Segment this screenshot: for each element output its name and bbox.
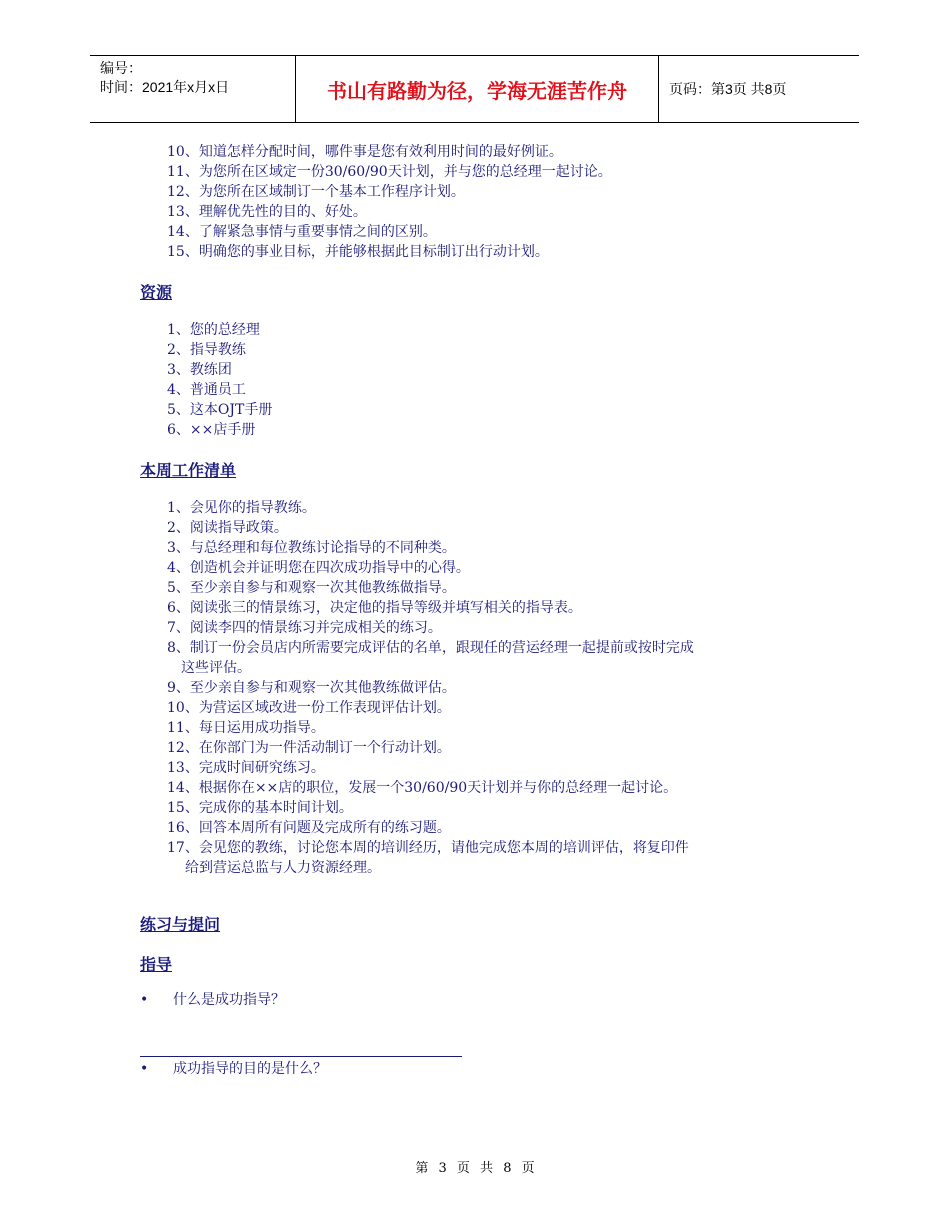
list-item: 10、为营运区域改进一份工作表现评估计划。	[167, 700, 451, 716]
list-item: 16、回答本周所有问题及完成所有的练习题。	[167, 820, 451, 836]
list-item-text: 17、会见您的教练，讨论您本周的培训经历，请他完成您本周的培训评估，将复印件	[167, 840, 689, 856]
header-page-label: 页码：第3页 共8页	[669, 81, 787, 97]
bullet-icon: •	[140, 992, 149, 1008]
answer-line[interactable]	[140, 1056, 462, 1057]
list-item: 2、阅读指导政策。	[167, 520, 288, 536]
section-title-checklist: 本周工作清单	[140, 461, 237, 480]
resources-list	[140, 320, 800, 440]
checklist-list	[140, 498, 800, 878]
number-label: 编号：	[100, 60, 142, 76]
questions-list	[140, 1059, 800, 1079]
page-header	[90, 55, 859, 123]
section-title-coaching: 指导	[140, 955, 173, 974]
list-item: 3、与总经理和每位教练讨论指导的不同种类。	[167, 540, 456, 556]
bullet-icon: •	[140, 1061, 149, 1077]
list-item: 4、创造机会并证明您在四次成功指导中的心得。	[167, 560, 470, 576]
questions-list	[140, 990, 800, 1010]
question-text: 成功指导的目的是什么？	[173, 1061, 327, 1077]
list-item: 13、完成时间研究练习。	[167, 760, 325, 776]
question-item	[140, 1059, 800, 1079]
question-item	[140, 990, 800, 1010]
document-body	[140, 142, 800, 1079]
list-item: 3、教练团	[167, 362, 232, 378]
list-item: 9、至少亲自参与和观察一次其他教练做评估。	[167, 680, 456, 696]
list-item: 2、指导教练	[167, 342, 246, 358]
list-item: 14、根据你在××店的职位，发展一个30/60/90天计划并与你的总经理一起讨论。	[167, 780, 678, 796]
list-item: 4、普通员工	[167, 382, 246, 398]
list-item: 7、阅读李四的情景练习并完成相关的练习。	[167, 620, 442, 636]
list-item: 15、明确您的事业目标，并能够根据此目标制订出行动计划。	[167, 244, 549, 260]
list-item-text: 8、制订一份会员店内所需要完成评估的名单，跟现任的营运经理一起提前或按时完成	[167, 640, 694, 656]
list-item: 14、了解紧急事情与重要事情之间的区别。	[167, 224, 437, 240]
list-item: 13、理解优先性的目的、好处。	[167, 204, 367, 220]
page-footer: 第 3 页 共 8 页	[415, 1161, 535, 1176]
list-item: 12、在你部门为一件活动制订一个行动计划。	[167, 740, 451, 756]
list-item: 15、完成你的基本时间计划。	[167, 800, 353, 816]
question-text: 什么是成功指导？	[173, 992, 285, 1008]
list-item: 11、为您所在区域定一份30/60/90天计划，并与您的总经理一起讨论。	[167, 164, 612, 180]
list-item	[167, 638, 800, 678]
list-item-continuation: 这些评估。	[181, 660, 251, 676]
time-label: 时间：2021年x月x日	[100, 79, 230, 95]
section-title-exercises: 练习与提问	[140, 915, 221, 934]
header-meta	[90, 56, 295, 122]
list-item: 6、阅读张三的情景练习，决定他的指导等级并填写相关的指导表。	[167, 600, 582, 616]
list-item: 5、这本OJT手册	[167, 402, 273, 418]
header-slogan: 书山有路勤为径，学海无涯苦作舟	[295, 56, 659, 122]
list-item: 6、××店手册	[167, 422, 256, 438]
list-item: 12、为您所在区域制订一个基本工作程序计划。	[167, 184, 465, 200]
list-item: 5、至少亲自参与和观察一次其他教练做指导。	[167, 580, 456, 596]
list-item	[167, 838, 800, 878]
list-item: 11、每日运用成功指导。	[167, 720, 325, 736]
list-item-continuation: 给到营运总监与人力资源经理。	[185, 860, 381, 876]
section-title-resources: 资源	[140, 283, 173, 302]
goals-list	[140, 142, 800, 262]
list-item: 10、知道怎样分配时间，哪件事是您有效利用时间的最好例证。	[167, 144, 563, 160]
list-item: 1、会见你的指导教练。	[167, 500, 316, 516]
list-item: 1、您的总经理	[167, 322, 260, 338]
